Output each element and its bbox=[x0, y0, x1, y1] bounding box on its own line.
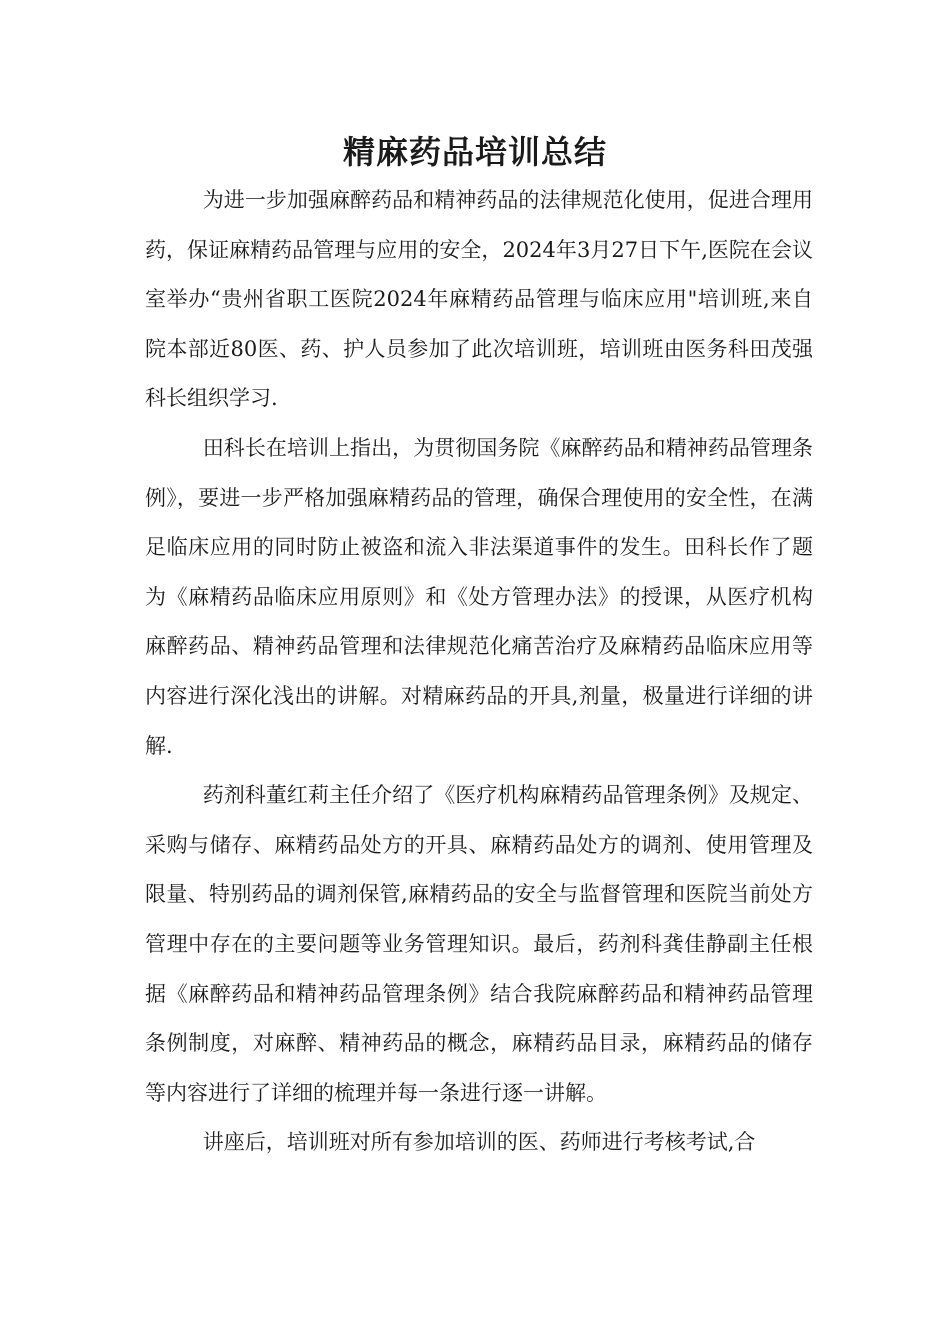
paragraph-3: 药剂科董红莉主任介绍了《医疗机构麻精药品管理条例》及规定、采购与储存、麻精药品处方的开具、麻精药品处方的调剂、使用管理及限量、特别药品的调剂保管,麻精药品的安全与监督管理和医院当前处方管理中存在的主要问题等业务管理知识。最后，药剂科龚佳静副主任根据《麻醉药品和精神药品管理条例》结合我院麻醉药品和精神药品管理条例制度，对麻醉、精神药品的概念，麻精药品目录，麻精药品的储存等内容进行了详细的梳理并每一条进行逐一讲解。 bbox=[145, 783, 813, 1105]
document-title: 精麻药品培训总结 bbox=[342, 133, 607, 171]
document-body bbox=[145, 176, 813, 1168]
paragraph-1: 为进一步加强麻醉药品和精神药品的法律规范化使用，促进合理用药，保证麻精药品管理与应用的安全，2024年3月27日下午,医院在会议室举办“贵州省职工医院2024年麻精药品管理与临床应用"培训班,来自院本部近80医、药、护人员参加了此次培训班，培训班由医务科田茂强科长组织学习. bbox=[145, 188, 813, 411]
paragraph-4: 讲座后，培训班对所有参加培训的医、药师进行考核考试,合 bbox=[202, 1130, 756, 1155]
paragraph-2: 田科长在培训上指出，为贯彻国务院《麻醉药品和精神药品管理条例》，要进一步严格加强麻精药品的管理，确保合理使用的安全性，在满足临床应用的同时防止被盗和流入非法渠道事件的发生。田科长作了题为《麻精药品临床应用原则》和《处方管理办法》的授课，从医疗机构麻醉药品、精神药品管理和法律规范化痛苦治疗及麻精药品临床应用等内容进行深化浅出的讲解。对精麻药品的开具,剂量，极量进行详细的讲解. bbox=[145, 435, 813, 758]
